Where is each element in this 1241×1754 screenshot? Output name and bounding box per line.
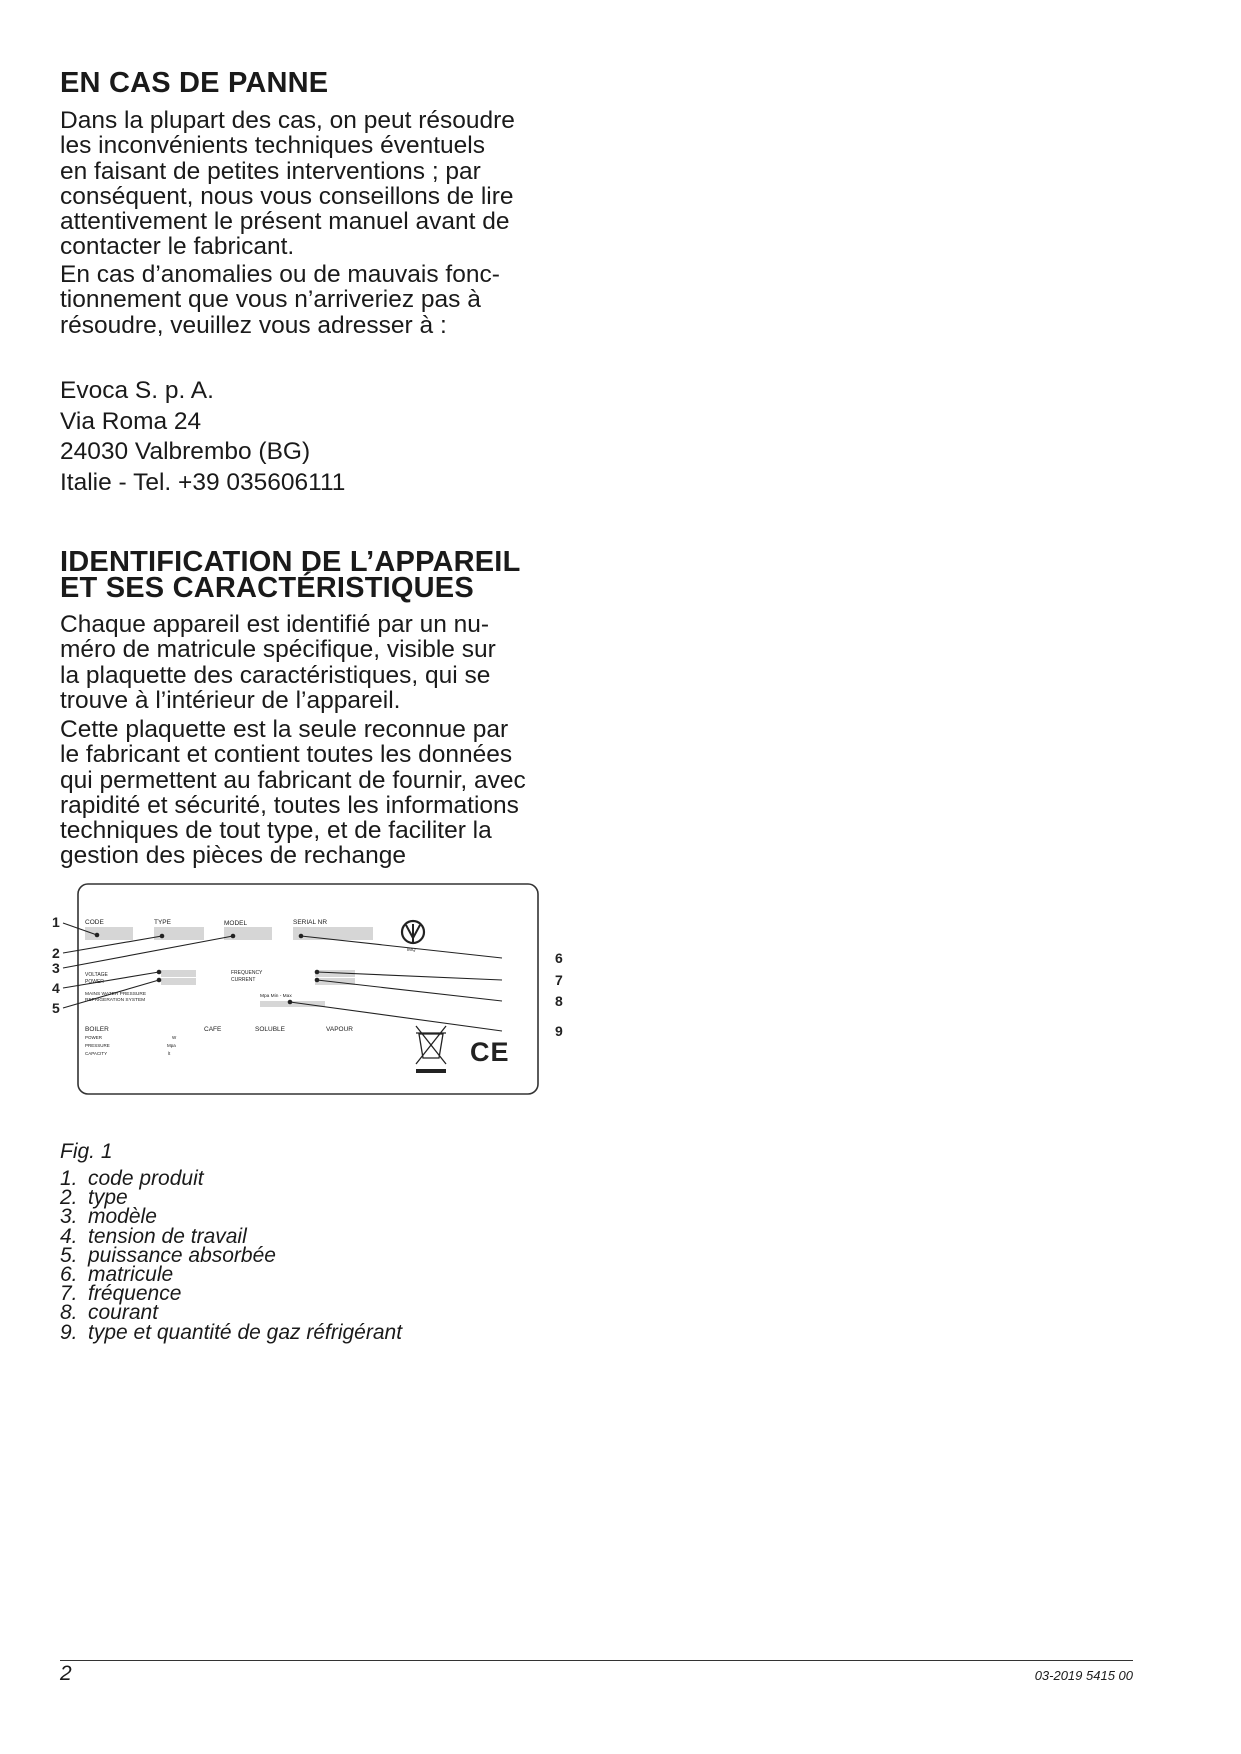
figure-caption: Fig. 1 bbox=[60, 1140, 113, 1163]
plate-label-vapour: VAPOUR bbox=[326, 1026, 353, 1033]
plate-label-boiler: BOILER bbox=[85, 1026, 109, 1033]
legend-item bbox=[60, 1320, 403, 1344]
figure-legend bbox=[60, 1169, 402, 1342]
legend-number: 6. bbox=[60, 1263, 78, 1287]
plate-label-power2: POWER bbox=[85, 1035, 103, 1040]
voltage-field bbox=[161, 970, 196, 977]
text-line: En cas d’anomalies ou de mauvais fonc- bbox=[60, 261, 500, 288]
plate-label-soluble: SOLUBLE bbox=[255, 1026, 285, 1033]
plate-label-mpa-range: Mpa Min - Max bbox=[260, 994, 292, 999]
text-line: rapidité et sécurité, toutes les informations bbox=[60, 791, 519, 819]
text-line: les inconvénients techniques éventuels bbox=[60, 132, 485, 160]
text-line: qui permettent au fabricant de fournir, avec bbox=[60, 766, 526, 794]
legend-text: puissance absorbée bbox=[88, 1243, 276, 1267]
legend-text: courant bbox=[88, 1301, 159, 1325]
section-title-en-cas-de-panne: EN CAS DE PANNE bbox=[60, 67, 329, 99]
text-line: Chaque appareil est identifié par un nu- bbox=[60, 611, 490, 638]
address-line: Italie - Tel. +39 035606111 bbox=[60, 468, 346, 496]
legend-number: 2. bbox=[60, 1186, 78, 1210]
plate-label-pressure: PRESSURE bbox=[85, 1043, 110, 1048]
callout-5: 5 bbox=[52, 1000, 60, 1016]
plate-label-power: POWER bbox=[85, 979, 104, 985]
callout-8: 8 bbox=[555, 993, 563, 1009]
plate-unit-w: W bbox=[172, 1035, 177, 1040]
text-line: contacter le fabricant. bbox=[60, 233, 295, 261]
address-line: 24030 Valbrembo (BG) bbox=[60, 438, 311, 465]
legend-text: modèle bbox=[88, 1205, 157, 1229]
legend-number: 4. bbox=[60, 1224, 78, 1248]
ce-mark-icon: CE bbox=[470, 1037, 510, 1067]
footer-divider bbox=[60, 1660, 1133, 1661]
callout-6: 6 bbox=[555, 950, 563, 966]
legend-number: 5. bbox=[60, 1243, 78, 1267]
callout-4: 4 bbox=[52, 980, 60, 996]
plate-label-cafe: CAFE bbox=[204, 1026, 222, 1033]
plate-label-refrigeration: REFRIGERATION SYSTEM bbox=[85, 998, 146, 1003]
text-line: le fabricant et contient toutes les données bbox=[60, 741, 513, 769]
power-field bbox=[161, 978, 196, 985]
legend-text: type bbox=[88, 1186, 128, 1210]
paragraph-contact-instructions bbox=[60, 262, 580, 338]
plate-label-type: TYPE bbox=[154, 919, 171, 926]
text-line: gestion des pièces de rechange bbox=[60, 842, 406, 870]
legend-text: tension de travail bbox=[88, 1224, 247, 1248]
text-line: en faisant de petites interventions ; par bbox=[60, 157, 481, 185]
paragraph-troubleshooting-intro bbox=[60, 108, 580, 260]
legend-text: type et quantité de gaz réfrigérant bbox=[88, 1320, 403, 1344]
plate-unit-lt: lt bbox=[168, 1051, 171, 1056]
manufacturer-address bbox=[60, 376, 580, 498]
text-line: trouve à l’intérieur de l’appareil. bbox=[60, 686, 401, 714]
callout-1: 1 bbox=[52, 914, 60, 930]
title-line: ET SES CARACTÉRISTIQUES bbox=[60, 572, 474, 604]
callout-9: 9 bbox=[555, 1023, 563, 1039]
plate-unit-mpa: Mpa bbox=[167, 1043, 176, 1048]
serial-field bbox=[293, 927, 373, 940]
plate-label-code: CODE bbox=[85, 919, 104, 926]
text-line: Dans la plupart des cas, on peut résoudre bbox=[60, 107, 515, 134]
address-line: Via Roma 24 bbox=[60, 407, 202, 435]
plate-label-capacity: CAPACITY bbox=[85, 1051, 108, 1056]
legend-number: 1. bbox=[60, 1167, 78, 1190]
text-line: résoudre, veuillez vous adresser à : bbox=[60, 311, 447, 339]
legend-number: 8. bbox=[60, 1301, 78, 1325]
imq-label: IMQ bbox=[407, 947, 416, 952]
legend-number: 3. bbox=[60, 1205, 78, 1229]
paragraph-plate-description bbox=[60, 717, 580, 869]
callout-7: 7 bbox=[555, 972, 563, 988]
text-line: attentivement le présent manuel avant de bbox=[60, 208, 510, 236]
plate-label-frequency: FREQUENCY bbox=[231, 970, 263, 976]
legend-number: 7. bbox=[60, 1282, 78, 1306]
plate-label-serial: SERIAL NR bbox=[293, 919, 328, 926]
legend-text: fréquence bbox=[88, 1282, 182, 1306]
text-line: la plaquette des caractéristiques, qui se bbox=[60, 661, 491, 689]
document-code: 03-2019 5415 00 bbox=[1034, 1668, 1133, 1683]
plate-label-current: CURRENT bbox=[231, 977, 256, 983]
title-line: IDENTIFICATION DE L’APPAREIL bbox=[60, 546, 521, 578]
legend-text: matricule bbox=[88, 1263, 174, 1287]
section-title-identification bbox=[60, 546, 580, 604]
address-line: Evoca S. p. A. bbox=[60, 377, 214, 404]
plate-label-voltage: VOLTAGE bbox=[85, 972, 108, 978]
rating-plate-figure bbox=[50, 880, 580, 1105]
legend-text: code produit bbox=[88, 1167, 204, 1190]
text-line: tionnement que vous n’arriveriez pas à bbox=[60, 286, 481, 314]
model-field bbox=[224, 927, 272, 940]
legend-number: 9. bbox=[60, 1320, 78, 1344]
paragraph-serial-number bbox=[60, 612, 580, 713]
text-line: conséquent, nous vous conseillons de lire bbox=[60, 182, 514, 210]
rating-plate-diagram bbox=[50, 880, 580, 1105]
text-line: méro de matricule spécifique, visible sur bbox=[60, 636, 496, 664]
callout-3: 3 bbox=[52, 960, 60, 976]
page-number: 2 bbox=[60, 1662, 72, 1685]
plate-label-mains-water: MAINS WATER PRESSURE bbox=[85, 992, 147, 997]
plate-label-model: MODEL bbox=[224, 920, 248, 927]
text-line: techniques de tout type, et de faciliter la bbox=[60, 817, 492, 845]
text-line: Cette plaquette est la seule reconnue par bbox=[60, 716, 509, 743]
plate-outline bbox=[78, 884, 538, 1094]
callout-2: 2 bbox=[52, 945, 60, 961]
